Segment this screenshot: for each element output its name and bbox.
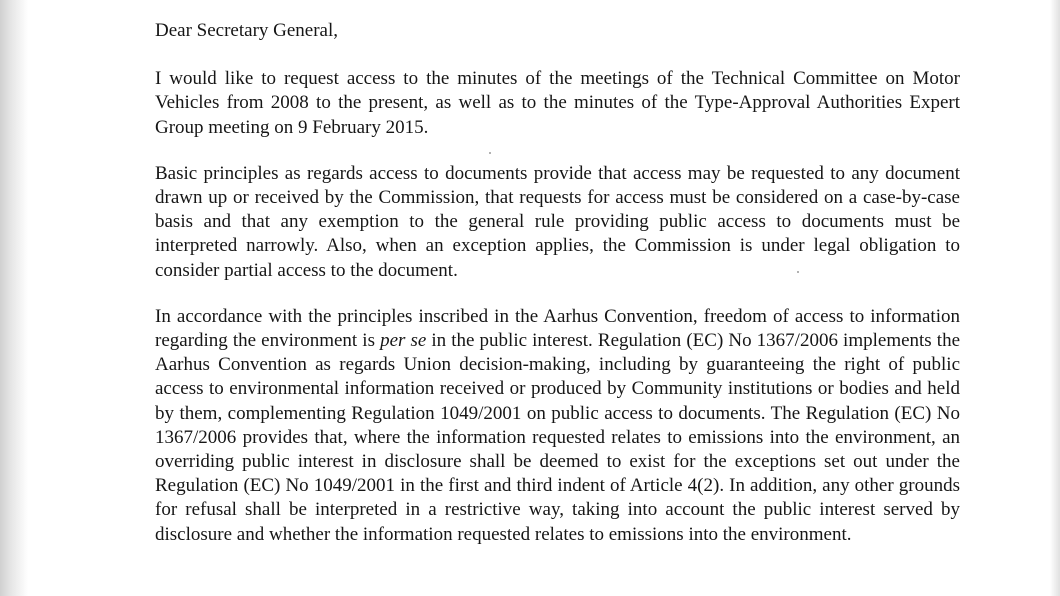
paragraph-principles: Basic principles as regards access to documents provide that access may be requested to any document drawn up or received by the Commission, that requests for access must be considered on a case-by-case basis and that any exemption to the general rule providing public access to documents must be interpreted narrowly. Also, when an exception applies, the Commission is under legal obligation to consider partial access to the document. — [155, 162, 960, 281]
paragraph-request: I would like to request access to the minutes of the meetings of the Technical Committee on Motor Vehicles from 2008 to the present, as well as to the minutes of the Type-Approval Authorities Expert Group meeting on 9 February 2015. — [155, 68, 960, 138]
paragraph-aarhus — [155, 305, 960, 547]
scan-edge-shadow — [0, 0, 28, 596]
salutation: Dear Secretary General, — [155, 20, 339, 41]
paragraph-aarhus-part-2: in the public interest. Regulation (EC) No 1367/2006 implements the Aarhus Convention as regards Union decision-making, including by guaranteeing the right of public access to environmental information received or produced by Community institutions or bodies and held by them, complementing Regulation 1049/2001 on public access to documents. The Regulation (EC) No 1367/2006 provides that, where the information requested relates to emissions into the environment, an overriding public interest in disclosure shall be deemed to exist for the exceptions set out under the Regulation (EC) No 1049/2001 in the first and third indent of Article 4(2). In addition, any other grounds for refusal shall be interpreted in a restrictive way, taking into account the public interest served by disclosure and whether the information requested relates to emissions into the environment. — [155, 330, 960, 545]
scan-speck — [489, 152, 491, 154]
scan-edge-shadow-right — [1050, 0, 1060, 596]
paragraph-aarhus-italic: per se — [380, 330, 427, 352]
scan-speck — [797, 271, 799, 273]
letter-body — [155, 19, 960, 547]
paragraph-aarhus-part-1: In accordance with the principles inscribed in the Aarhus Convention, freedom of access to information regarding the environment is — [155, 305, 960, 352]
